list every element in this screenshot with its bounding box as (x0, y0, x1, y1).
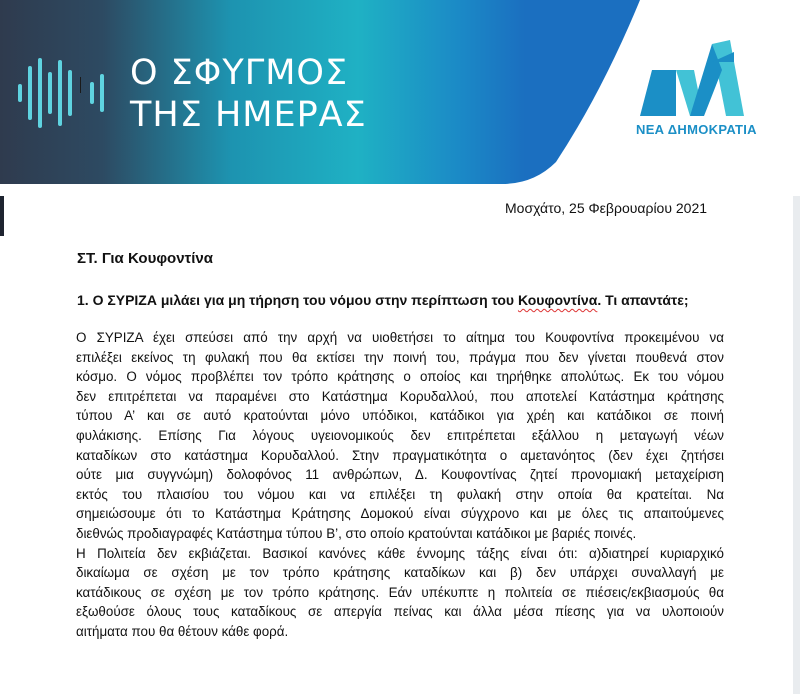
body-line: δικαίωμα σε σχέση με τον τρόπο κράτησης καταδίκων και β) δεν υπάρχει συναλλαγή με (76, 565, 724, 581)
body-line: σημειώσουμε ότι το Κατάστημα Κράτησης Δομοκού είναι σύγχρονο και με όλες τις απαιτούμενες (76, 506, 724, 522)
body-line: δεν επιτρέπεται να παραμένει στο Κατάστημα Κορυδαλλού, που αποτελεί Κατάστημα κράτησης (76, 388, 724, 404)
section-title-text: ΣΤ. Για Κουφοντίνα (77, 250, 213, 267)
left-edge-band (0, 196, 4, 236)
text-cursor (80, 77, 81, 93)
body-line: ούτε μια συγγνώμη) δολοφόνος 11 ανθρώπων, Δ. Κουφοντίνας ζητεί προνομιακή μεταχείριση (76, 467, 724, 483)
banner-title (130, 52, 367, 136)
party-name: ΝΕΑ ΔΗΜΟΚΡΑΤΙΑ (636, 122, 757, 137)
question-prefix: 1. Ο ΣΥΡΙΖΑ μιλάει για μη τήρηση του νόμου στην περίπτωση του (77, 292, 518, 308)
body-line: Ο ΣΥΡΙΖΑ έχει σπεύσει από την αρχή να υιοθετήσει το αίτημα του Κουφοντίνα προκειμένου να (76, 330, 724, 345)
banner-title-line1: Ο ΣΦΥΓΜΟΣ (130, 53, 349, 93)
body-line: διεθνώς προδιαγραφές Κατάστημα τύπου Β’, στο οποίο κρατούνται κατάδικοι με βαριές ποινές. (76, 525, 637, 541)
banner-title-line2: ΤΗΣ ΗΜΕΡΑΣ (130, 95, 367, 135)
nd-logo-icon (640, 40, 744, 116)
question-heading (77, 292, 689, 308)
banner-graphic (0, 0, 800, 196)
header-banner (0, 0, 800, 196)
body-line: κόσμο. Ο νόμος προβλέπει τον τρόπο κράτησης ο οποίος και τηρήθηκε απολύτως. Εκ του νόμου (76, 369, 724, 385)
question-name: Κουφοντίνα (517, 292, 598, 308)
body-line: εκτός του πλαισίου του νόμου και να επιλέξει τη φυλακή στην οποία θα κρατείται. Να (76, 486, 724, 502)
body-line: αιτήματα που θα θέτουν κάθε φορά. (76, 623, 289, 639)
body-line: τύπου Α’ και σε αυτό κρατούνται μόνο υπόδικοι, κατάδικοι για χρέη και κατάδικοι σε ποινή (76, 408, 724, 424)
body-line: επιλέξει εκείνος τη φυλακή που θα εκτίσει την ποινή του, πράγμα που δεν γίνεται πουθενά στον (76, 349, 724, 365)
right-edge-band (793, 196, 800, 694)
question-suffix: . Τι απαντάτε; (597, 292, 689, 308)
document-date: Μοσχάτο, 25 Φεβρουαρίου 2021 (505, 200, 708, 216)
section-title (77, 250, 213, 267)
body-line: Η Πολιτεία δεν εκβιάζεται. Βασικοί κανόνες κάθε έννομης τάξης είναι ότι: α)διατηρεί κυριαρχικό (76, 545, 724, 561)
body-paragraph (76, 328, 724, 642)
body-line: φυλάκισης. Επίσης Για λόγους υγειονομικούς δεν επιτρέπεται εξάλλου η μεταγωγή νέων (76, 427, 724, 443)
body-line: καταδίκων στο κατάστημα Κορυδαλλού. Στην πραγματικότητα ο αμετανόητος (δεν έχει ζητήσει (76, 447, 724, 463)
body-line: κατάδικους σε σχέση με τον τρόπο κράτησης. Εάν υπέκυπτε η πολιτεία σε πιέσεις/εκβιασμούς θα (76, 584, 724, 600)
body-line: εξωθούσε όλους τους καταδίκους σε απεργία πείνας και άλλα μέσα πίεσης για να υλοποιούν (76, 604, 724, 620)
